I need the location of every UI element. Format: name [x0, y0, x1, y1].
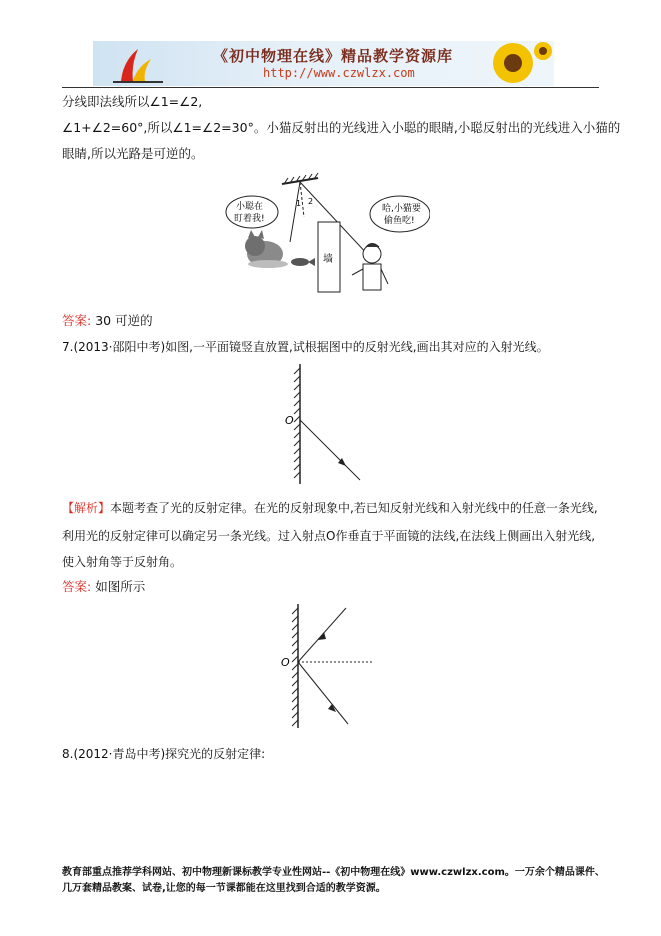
- text-line: 眼睛,所以光路是可逆的。: [62, 146, 204, 161]
- wall-label: 墙: [323, 254, 333, 265]
- question-7: 7.(2013·邵阳中考)如图,一平面镜竖直放置,试根据图中的反射光线,画出其对应的入射光线。: [62, 340, 549, 354]
- bubble-right-line1: 哈,小猫要: [382, 204, 421, 214]
- mirror-figure-2: [278, 602, 378, 732]
- analysis-line2: 利用光的反射定律可以确定另一条光线。过入射点O作垂直于平面镜的法线,在法线上侧画出入射光线,: [62, 529, 596, 543]
- angle-1-label: 1: [296, 199, 302, 208]
- analysis-line1: 本题考查了光的反射定律。在光的反射现象中,若已知反射光线和入射光线中的任意一条光线,: [110, 501, 598, 515]
- footer-line2: 几万套精品教案、试卷,让您的每一节课都能在这里找到合适的教学资源。: [62, 883, 386, 894]
- header-banner: [93, 41, 554, 86]
- text-line: ∠1+∠2=60°,所以∠1=∠2=30°。小猫反射出的光线进入小聪的眼睛,小聪反射出的光线进入小猫的: [62, 120, 621, 135]
- banner-url[interactable]: http://www.czwlzx.com: [263, 66, 415, 80]
- bubble-right-line2: 偷鱼吃!: [384, 216, 415, 226]
- analysis-label: 【解析】: [62, 501, 111, 515]
- answer-text: 如图所示: [95, 579, 146, 594]
- mirror-figure-1: [280, 362, 370, 488]
- sunflower-icon: [473, 41, 554, 86]
- boy-icon: [352, 244, 388, 291]
- angle-2-label: 2: [308, 197, 314, 206]
- cat-mirror-figure: [220, 172, 430, 302]
- bubble-left-line1: 小聪在: [236, 202, 264, 212]
- analysis-line3: 使入射角等于反射角。: [62, 555, 183, 569]
- answer-text: 30 可逆的: [95, 313, 153, 328]
- header-rule: [62, 87, 599, 88]
- answer-label: 答案:: [62, 313, 92, 328]
- banner-title: 《初中物理在线》精品教学资源库: [213, 47, 454, 65]
- bubble-left-line2: 盯着我!: [234, 214, 265, 224]
- footer-line1: 教育部重点推荐学科网站、初中物理新课标教学专业性网站--《初中物理在线》www.czwlzx.com。一万余个精品课件、: [62, 867, 605, 878]
- fish-icon: [291, 258, 315, 266]
- answer-label: 答案:: [62, 579, 92, 594]
- cat-icon: [245, 230, 288, 268]
- point-o-label: O: [281, 656, 290, 669]
- text-line: 分线即法线所以∠1=∠2,: [62, 94, 203, 109]
- point-o-label: O: [285, 414, 294, 427]
- question-8: 8.(2012·青岛中考)探究光的反射定律:: [62, 747, 266, 761]
